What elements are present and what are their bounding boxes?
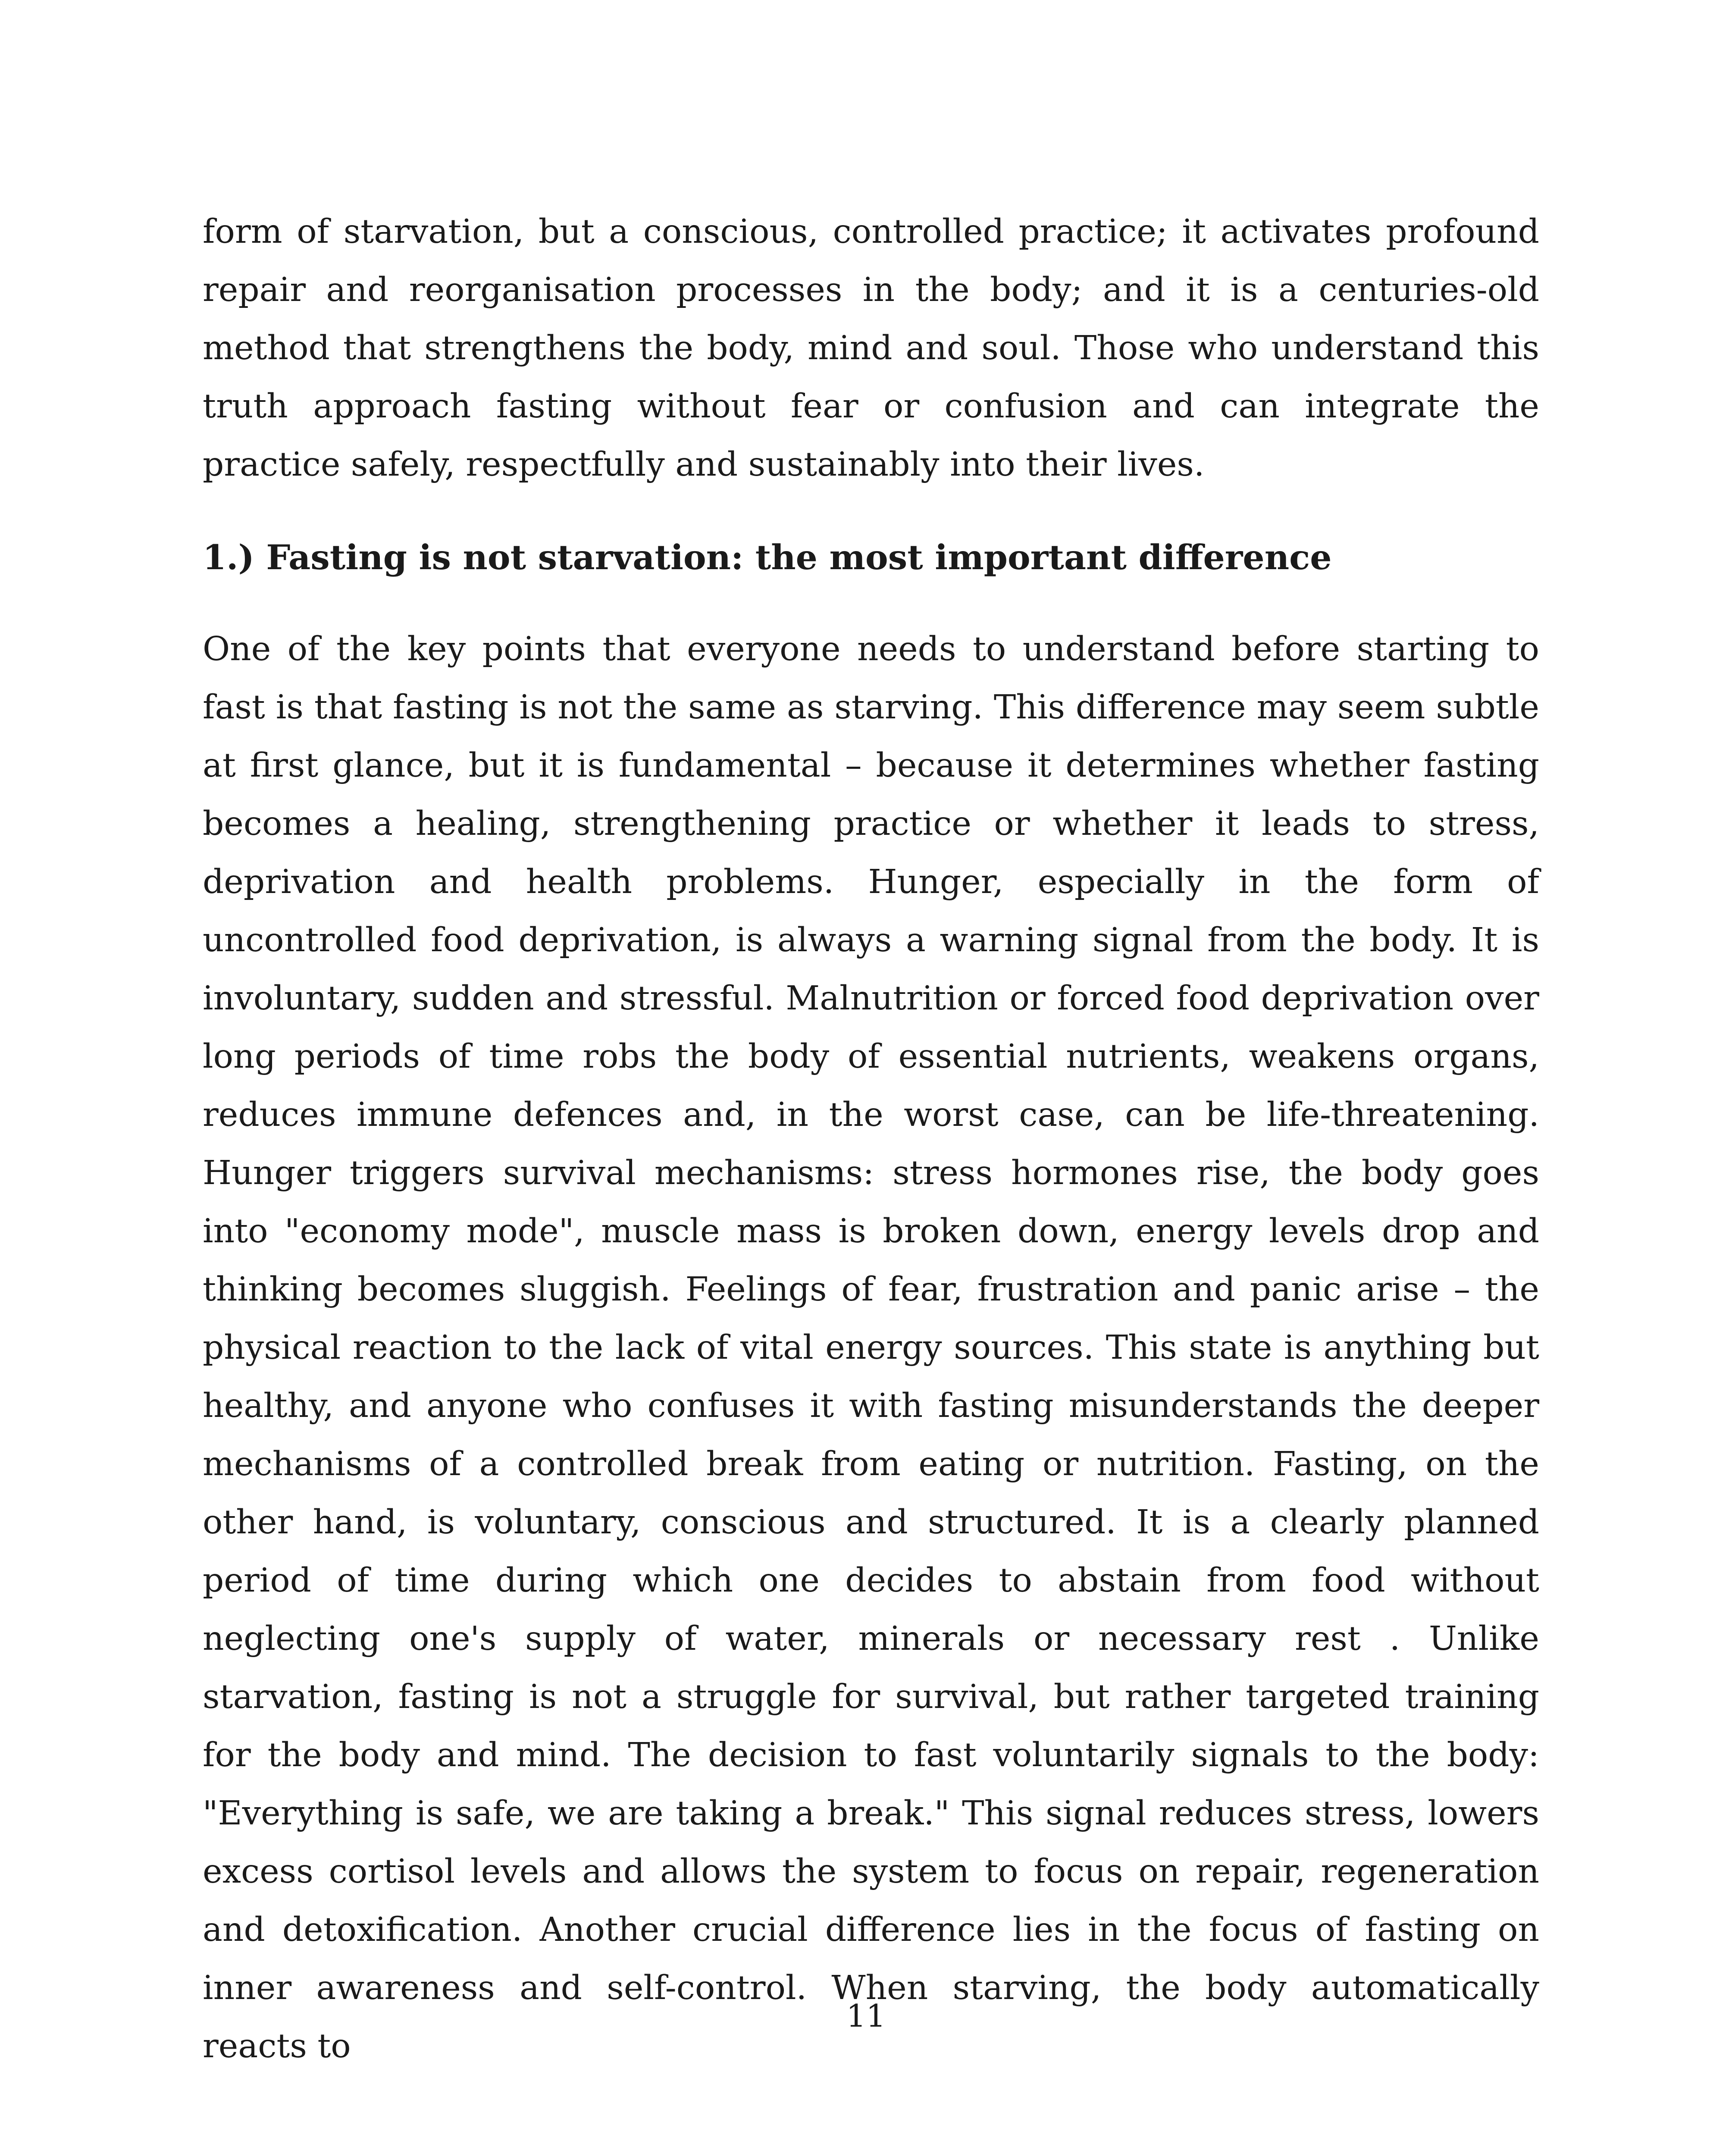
page-number: 11 — [846, 1998, 886, 2034]
page-body — [203, 203, 1539, 2075]
intro-paragraph: form of starvation, but a conscious, controlled practice; it activates profound repair and reorganisation processes in the body; and it is a centuries-old method that strengthens the body, mind and soul. Those who understand this truth approach fasting without fear or confusion and can integrate the practice safely, respectfully and sustainably into their lives. — [203, 213, 1539, 484]
section-heading: 1.) Fasting is not starvation: the most important difference — [203, 537, 1332, 577]
section-paragraph: One of the key points that everyone needs to understand before starting to fast is that fasting is not the same as starving. This difference may seem subtle at first glance, but it is fundamental – because it determines whether fasting becomes a healing, strengthening practice or whether it leads to stress, deprivation and health problems. Hunger, especially in the form of uncontrolled food deprivation, is always a warning signal from the body. It is involuntary, sudden and stressful. Malnutrition or forced food deprivation over long periods of time robs the body of essential nutrients, weakens organs, reduces immune defences and, in the worst case, can be life-threatening. Hunger triggers survival mechanisms: stress hormones rise, the body goes into "economy mode", muscle mass is broken down, energy levels drop and thinking becomes sluggish. Feelings of fear, frustration and panic arise – the physical reaction to the lack of vital energy sources. This state is anything but healthy, and anyone who confuses it with fasting misunderstands the deeper mechanisms of a controlled break from eating or nutrition. Fasting, on the other hand, is voluntary, conscious and structured. It is a clearly planned period of time during which one decides to abstain from food without neglecting one's supply of water, minerals or necessary rest . Unlike starvation, fasting is not a struggle for survival, but rather targeted training for the body and mind. The decision to fast voluntarily signals to the body: "Everything is safe, we are taking a break." This signal reduces stress, lowers excess cortisol levels and allows the system to focus on repair, regeneration and detoxification. Another crucial difference lies in the focus of fasting on inner awareness and self-control. When starving, the body automatically reacts to — [203, 630, 1539, 2065]
